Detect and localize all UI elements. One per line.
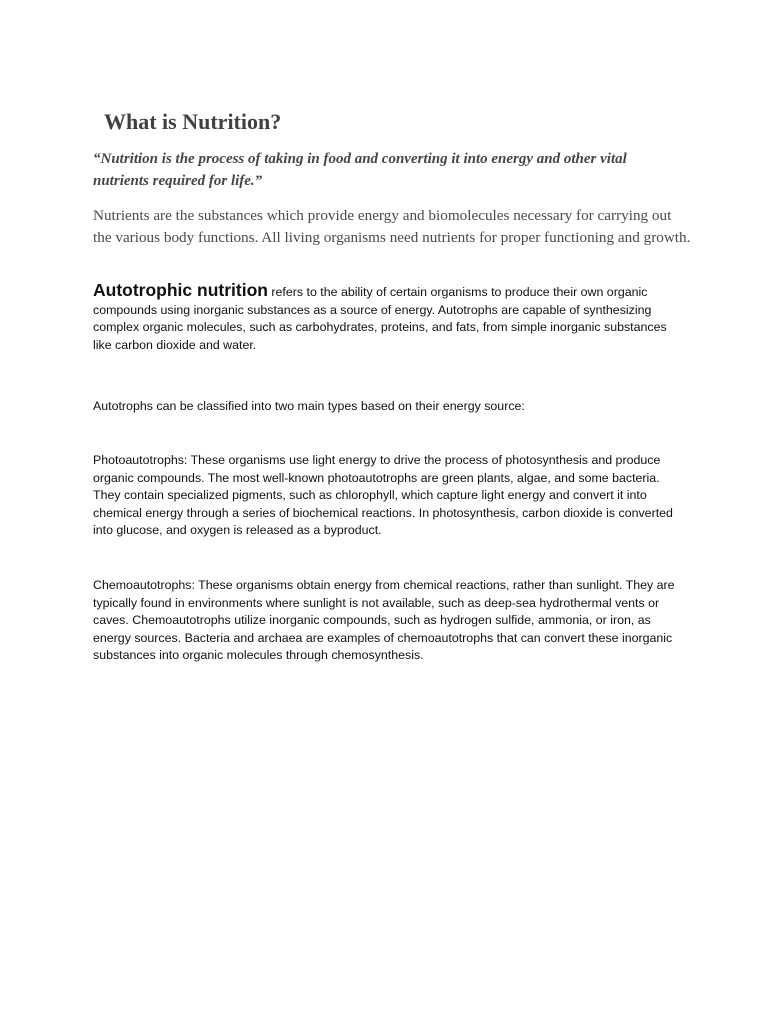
autotrophic-text: refers to the ability of certain organisms to produce their own organic compounds using inorganic substances as a source of energy. Autotrophs are capable of synthesizing complex organic molecules, such as carbohydrates, proteins, and fats, from simple inorganic substances like carbon dioxide and water. bbox=[93, 285, 667, 352]
autotrophic-heading: Autotrophic nutrition bbox=[93, 280, 268, 300]
classification-paragraph: Autotrophs can be classified into two main types based on their energy source: bbox=[93, 399, 525, 413]
autotrophic-paragraph bbox=[93, 282, 683, 354]
intro-paragraph: Nutrients are the substances which provide energy and biomolecules necessary for carrying out the various body functions. All living organisms need nutrients for proper functioning and growth. bbox=[93, 207, 691, 246]
chemoautotrophs-paragraph: Chemoautotrophs: These organisms obtain energy from chemical reactions, rather than sunlight. They are typically found in environments where sunlight is not available, such as deep-sea hydrothermal vents or caves. Chemoautotrophs utilize inorganic compounds, such as hydrogen sulfide, ammonia, or iron, as energy sources. Bacteria and archaea are examples of chemoautotrophs that can convert these inorganic substances into organic molecules through chemosynthesis. bbox=[93, 578, 675, 663]
page-title: What is Nutrition? bbox=[104, 109, 282, 134]
photoautotrophs-paragraph: Photoautotrophs: These organisms use light energy to drive the process of photosynthesis and produce organic compounds. The most well-known photoautotrophs are green plants, algae, and some bacteria. They contain specialized pigments, such as chlorophyll, which capture light energy and convert it into chemical energy through a series of biochemical reactions. In photosynthesis, carbon dioxide is converted into glucose, and oxygen is released as a byproduct. bbox=[93, 453, 673, 538]
definition-quote: “Nutrition is the process of taking in food and converting it into energy and other vital nutrients required for life.” bbox=[93, 151, 627, 189]
